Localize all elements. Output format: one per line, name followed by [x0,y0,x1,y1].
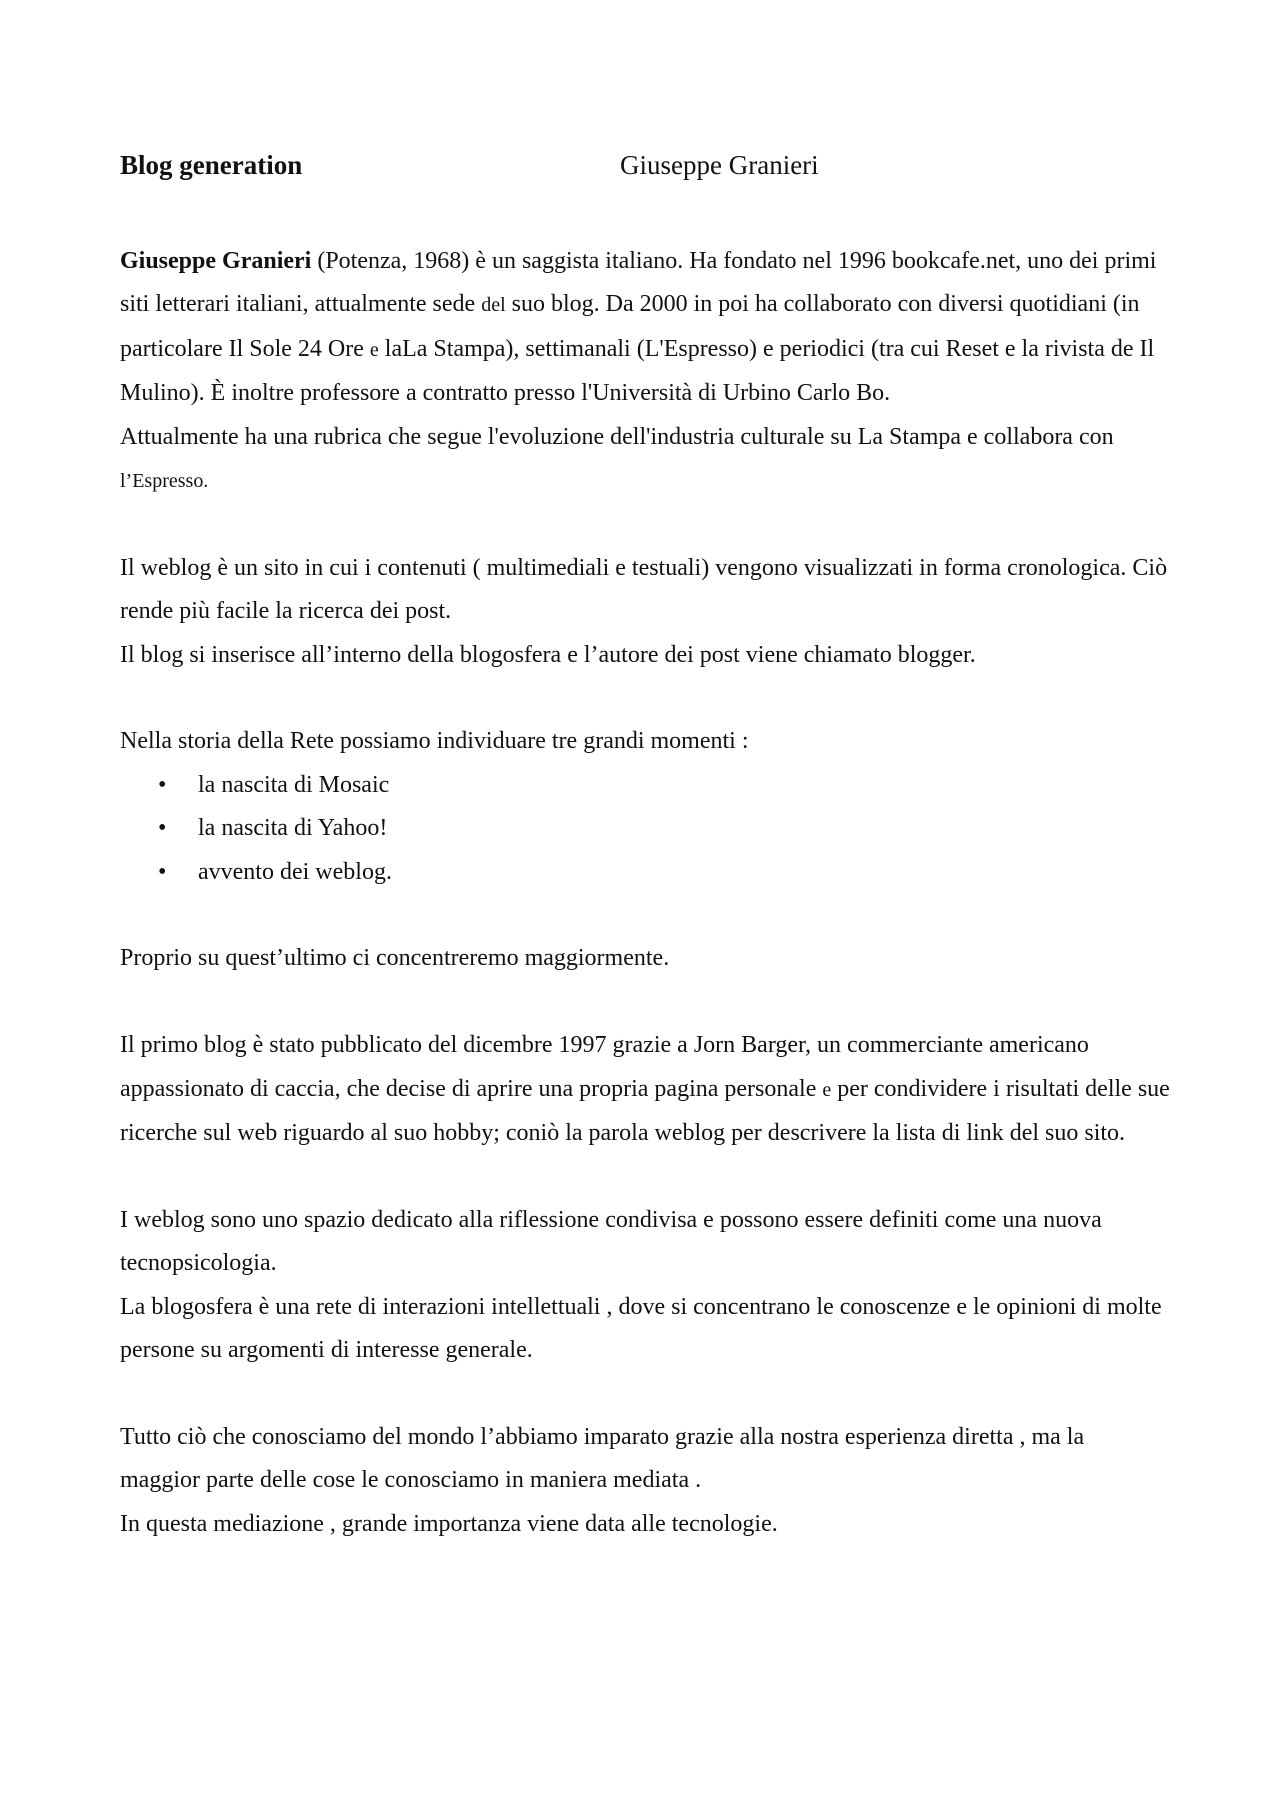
first-blog-text-1: Il primo blog è stato pubblicato del dicembre 1997 grazie a Jorn Barger, un commerciante americano appassionato di caccia, che decise di aprire una propria pagina personale [120,1032,1089,1102]
list-item-text: avvento dei weblog. [198,858,392,885]
bio-text-1: (Potenza, 1968) è un saggista italiano. Ha fondato nel 1996 bookcafe.net, uno dei primi siti letterari italiani, attualmente sede [120,248,1157,318]
list-item [120,764,1170,807]
bio-paragraph [120,240,1170,416]
weblog-paragraph: Il weblog è un sito in cui i contenuti ( multimediali e testuali) vengono visualizzati in forma cronologica. Ciò rende più facile la ricerca dei post. [120,554,1168,625]
document-title: Blog generation [120,150,303,180]
weblog-definition-paragraph: I weblog sono uno spazio dedicato alla riflessione condivisa e possono essere definiti come una nuova tecnopsicologia. [120,1206,1102,1277]
knowledge-paragraph: Tutto ciò che conosciamo del mondo l’abbiamo imparato grazie alla nostra esperienza diretta , ma la maggior parte delle cose le conosciamo in maniera mediata . [120,1423,1085,1494]
rubric-text: Attualmente ha una rubrica che segue l'evoluzione dell'industria culturale su La Stampa e collabora con [120,423,1114,450]
blogger-paragraph: Il blog si inserisce all’interno della blogosfera e l’autore dei post viene chiamato blogger. [120,641,976,668]
paragraph-gap [120,981,1170,1024]
moments-list [120,764,1170,894]
paragraph-gap [120,503,1170,546]
list-item-text: la nascita di Yahoo! [198,815,388,842]
list-item-text: la nascita di Mosaic [198,771,390,798]
list-item [120,807,1170,850]
bio-word-del: del [481,294,506,317]
paragraph-gap [120,1372,1170,1415]
document-author: Giuseppe Granieri [620,150,819,180]
document-body [120,240,1170,1546]
title-row [120,150,1160,190]
paragraph-gap [120,1155,1170,1198]
bio-text-2: suo blog. Da 2000 in poi ha collaborato con diversi quotidiani (in particolare Il Sole 24 Ore [120,291,1140,362]
list-item [120,851,1170,894]
blogosphere-paragraph: La blogosfera è una rete di interazioni intellettuali , dove si concentrano le conoscenze e le opinioni di molte persone su argomenti di interesse generale. [120,1293,1162,1364]
bio-name: Giuseppe Granieri [120,248,312,274]
bullet: • [158,858,167,885]
paragraph-gap [120,677,1170,720]
bullet: • [158,771,167,798]
bio-text-3: laLa Stampa), settimanali (L'Espresso) e periodici (tra cui Reset e la rivista de Il Mulino). È inoltre professore a contratto presso l'Università di Urbino Carlo Bo. [120,335,1155,407]
rubric-espresso: l’Espresso. [120,470,209,493]
moments-intro: Nella storia della Rete possiamo individuare tre grandi momenti : [120,728,749,755]
bullet: • [158,815,167,842]
focus-paragraph: Proprio su quest’ultimo ci concentreremo maggiormente. [120,945,670,972]
bio-word-e: e [369,338,379,361]
first-blog-paragraph [120,1024,1170,1155]
mediation-paragraph: In questa mediazione , grande importanza viene data alle tecnologie. [120,1510,778,1537]
first-blog-text-2: per condividere i risultati delle sue ricerche sul web riguardo al suo hobby; coniò la parola weblog per descrivere la lista di link del suo sito. [120,1075,1170,1147]
first-blog-word-e: e [822,1078,832,1101]
rubric-paragraph [120,416,1170,504]
paragraph-gap [120,894,1170,937]
